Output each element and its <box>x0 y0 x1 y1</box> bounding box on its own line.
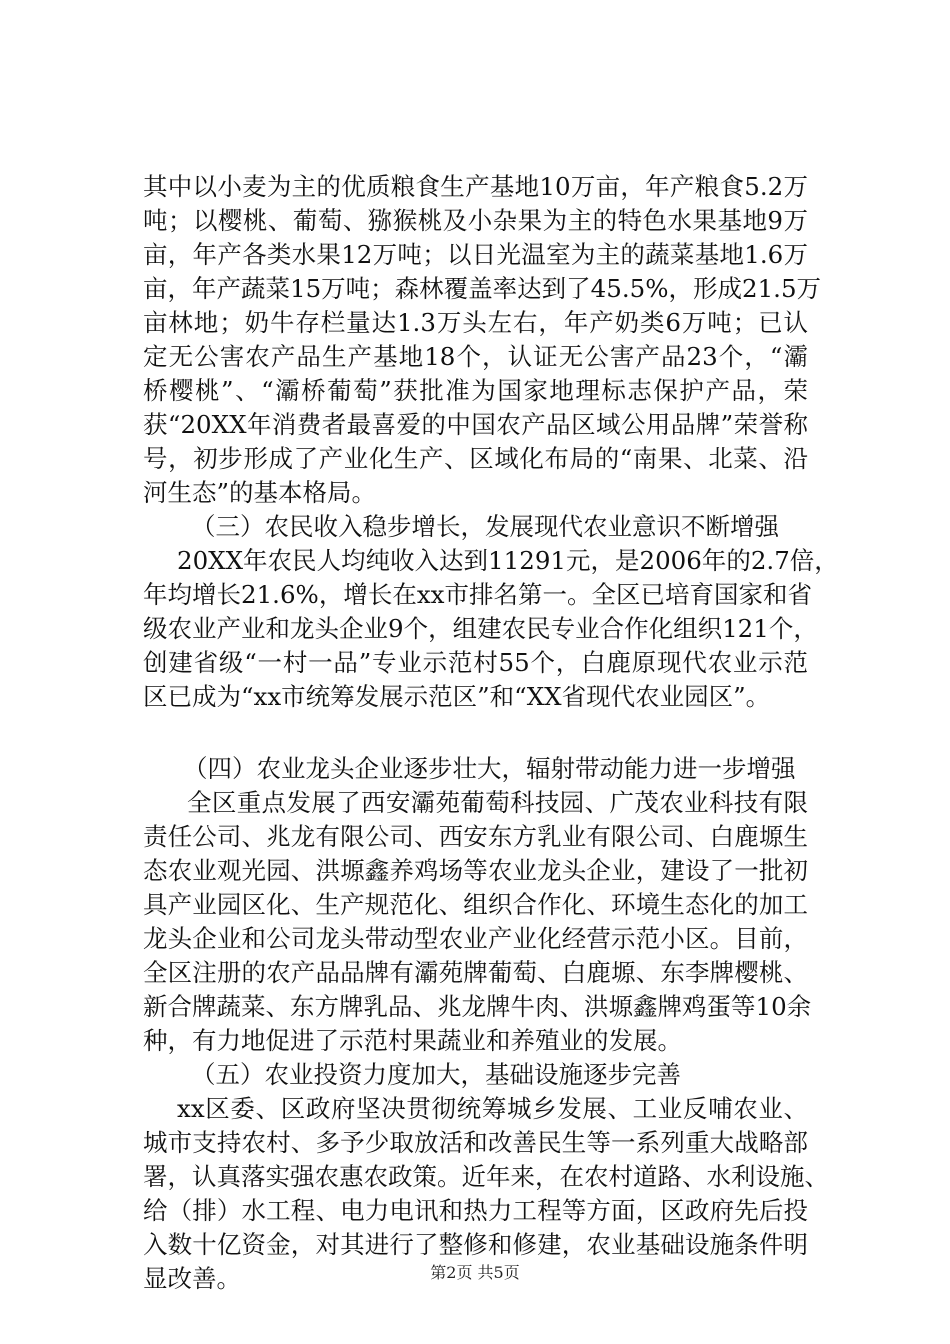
paragraph-line: 显改善。 <box>143 1264 241 1293</box>
paragraph-line: 全区重点发展了西安灞苑葡萄科技园、广茂农业科技有限 <box>187 788 808 817</box>
paragraph-line: 态农业观光园、洪塬鑫养鸡场等农业龙头企业，建设了一批初 <box>143 856 808 885</box>
section-heading-4: （四）农业龙头企业逐步壮大，辐射带动能力进一步增强 <box>183 754 796 783</box>
paragraph-line: 亩，年产各类水果12万吨；以日光温室为主的蔬菜基地1.6万 <box>143 240 808 269</box>
paragraph-line: 龙头企业和公司龙头带动型农业产业化经营示范小区。目前， <box>143 924 808 953</box>
paragraph-line: 20XX年农民人均纯收入达到11291元，是2006年的2.7倍， <box>177 546 839 575</box>
paragraph-line: 其中以小麦为主的优质粮食生产基地10万亩，年产粮食5.2万 <box>143 172 808 201</box>
paragraph-line: 城市支持农村、多予少取放活和改善民生等一系列重大战略部 <box>143 1128 808 1157</box>
paragraph-line: 亩，年产蔬菜15万吨；森林覆盖率达到了45.5%，形成21.5万 <box>143 274 822 303</box>
paragraph-line: 给（排）水工程、电力电讯和热力工程等方面，区政府先后投 <box>143 1196 808 1225</box>
paragraph-line: 号，初步形成了产业化生产、区域化布局的“南果、北菜、沿 <box>143 444 808 473</box>
paragraph-line: 责任公司、兆龙有限公司、西安东方乳业有限公司、白鹿塬生 <box>143 822 808 851</box>
paragraph-line: 全区注册的农产品品牌有灞苑牌葡萄、白鹿塬、东李牌樱桃、 <box>143 958 808 987</box>
paragraph-line: 亩林地；奶牛存栏量达1.3万头左右，年产奶类6万吨；已认 <box>143 308 808 337</box>
page-footer: 第2页 共5页 <box>430 1263 520 1282</box>
section-heading-5: （五）农业投资力度加大，基础设施逐步完善 <box>191 1060 681 1089</box>
paragraph-line: 具产业园区化、生产规范化、组织合作化、环境生态化的加工 <box>143 890 808 919</box>
document-body <box>143 170 839 1296</box>
paragraph-line: 区已成为“xx市统筹发展示范区”和“XX省现代农业园区”。 <box>143 682 771 711</box>
paragraph-line: 种，有力地促进了示范村果蔬业和养殖业的发展。 <box>143 1026 682 1055</box>
paragraph-line: 创建省级“一村一品”专业示范村55个，白鹿原现代农业示范 <box>143 648 808 677</box>
paragraph-line: 入数十亿资金，对其进行了整修和修建，农业基础设施条件明 <box>143 1230 808 1259</box>
paragraph-gap <box>143 714 808 752</box>
paragraph-line: 河生态”的基本格局。 <box>143 478 377 507</box>
paragraph-line: 桥樱桃”、“灞桥葡萄”获批准为国家地理标志保护产品，荣 <box>143 376 808 405</box>
paragraph-line: 获“20XX年消费者最喜爱的中国农产品区域公用品牌”荣誉称 <box>143 410 808 439</box>
paragraph-line: 定无公害农产品生产基地18个，认证无公害产品23个，“灞 <box>143 342 808 371</box>
paragraph-line: 署，认真落实强农惠农政策。近年来，在农村道路、水利设施、 <box>143 1162 829 1191</box>
paragraph-line: 吨；以樱桃、葡萄、猕猴桃及小杂果为主的特色水果基地9万 <box>143 206 808 235</box>
section-heading-3: （三）农民收入稳步增长，发展现代农业意识不断增强 <box>191 512 779 541</box>
paragraph-line: 年均增长21.6%，增长在xx市排名第一。全区已培育国家和省 <box>143 580 812 609</box>
paragraph-line: 级农业产业和龙头企业9个，组建农民专业合作化组织121个， <box>143 614 818 643</box>
paragraph-line: xx区委、区政府坚决贯彻统筹城乡发展、工业反哺农业、 <box>177 1094 808 1123</box>
paragraph-line: 新合牌蔬菜、东方牌乳品、兆龙牌牛肉、洪塬鑫牌鸡蛋等10余 <box>143 992 812 1021</box>
